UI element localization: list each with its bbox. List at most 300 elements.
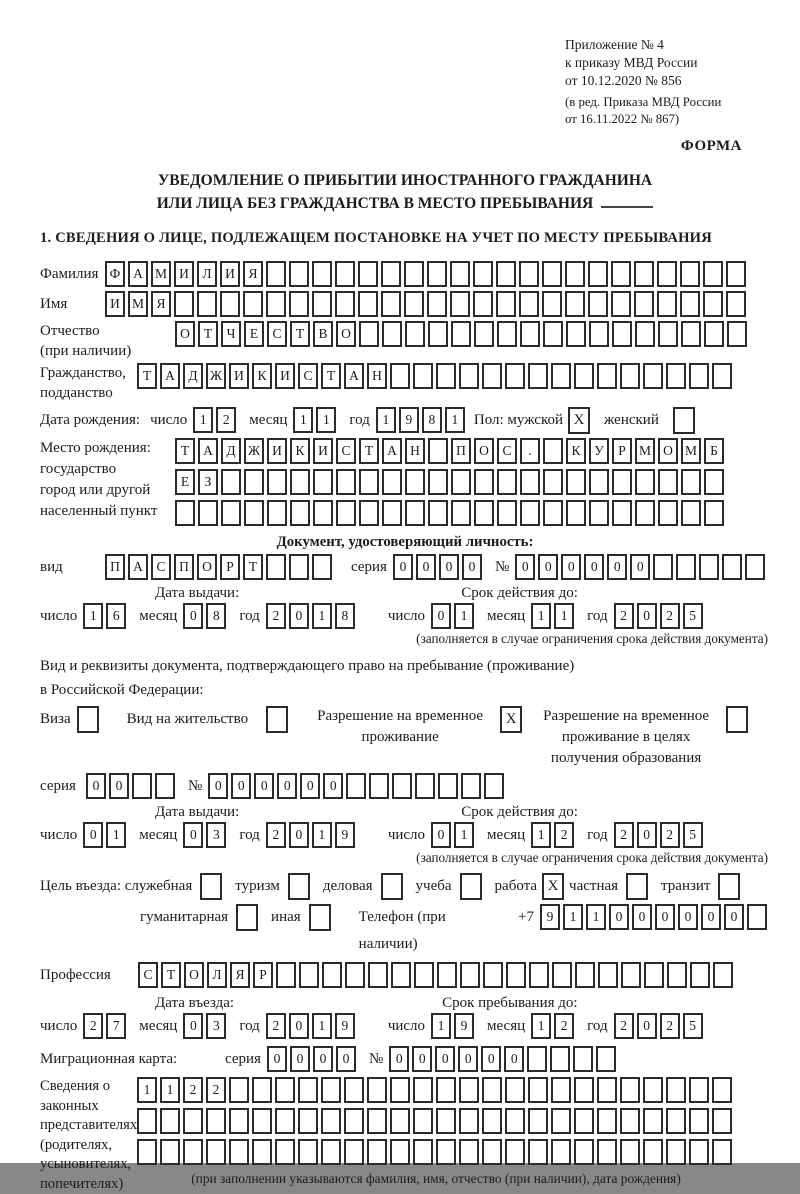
char-box[interactable]: [589, 321, 609, 347]
char-box[interactable]: [620, 363, 640, 389]
char-box[interactable]: [505, 1139, 525, 1165]
char-box[interactable]: [229, 1077, 249, 1103]
char-box[interactable]: 2: [554, 822, 574, 848]
char-box[interactable]: 1: [531, 603, 551, 629]
char-box[interactable]: 0: [637, 1013, 657, 1039]
char-box[interactable]: [390, 1077, 410, 1103]
char-box[interactable]: 0: [637, 822, 657, 848]
char-box[interactable]: [611, 291, 631, 317]
char-box[interactable]: [244, 469, 264, 495]
char-box[interactable]: 0: [290, 1046, 310, 1072]
char-box[interactable]: [436, 1139, 456, 1165]
char-box[interactable]: Л: [207, 962, 227, 988]
char-box[interactable]: 2: [614, 822, 634, 848]
char-box[interactable]: [529, 962, 549, 988]
char-box[interactable]: [497, 500, 517, 526]
char-box[interactable]: [635, 469, 655, 495]
char-box[interactable]: А: [160, 363, 180, 389]
char-box[interactable]: [460, 962, 480, 988]
char-box[interactable]: 0: [267, 1046, 287, 1072]
char-box[interactable]: С: [336, 438, 356, 464]
char-box[interactable]: И: [105, 291, 125, 317]
char-box[interactable]: Е: [244, 321, 264, 347]
char-box[interactable]: Т: [359, 438, 379, 464]
char-box[interactable]: [520, 469, 540, 495]
char-box[interactable]: [298, 1139, 318, 1165]
char-box[interactable]: 0: [393, 554, 413, 580]
char-box[interactable]: [336, 469, 356, 495]
char-box[interactable]: [574, 1139, 594, 1165]
char-box[interactable]: Т: [175, 438, 195, 464]
char-box[interactable]: [551, 363, 571, 389]
char-box[interactable]: 0: [724, 904, 744, 930]
char-box[interactable]: О: [184, 962, 204, 988]
char-box[interactable]: О: [658, 438, 678, 464]
char-box[interactable]: А: [382, 438, 402, 464]
char-box[interactable]: 8: [422, 407, 442, 433]
char-box[interactable]: 5: [683, 1013, 703, 1039]
char-box[interactable]: 8: [335, 603, 355, 629]
char-box[interactable]: [252, 1139, 272, 1165]
char-box[interactable]: [505, 363, 525, 389]
char-box[interactable]: 2: [266, 822, 286, 848]
char-box[interactable]: [381, 291, 401, 317]
char-box[interactable]: 1: [563, 904, 583, 930]
char-box[interactable]: [680, 291, 700, 317]
char-box[interactable]: [459, 1077, 479, 1103]
char-box[interactable]: [312, 291, 332, 317]
char-box[interactable]: К: [290, 438, 310, 464]
char-box[interactable]: 0: [277, 773, 297, 799]
char-box[interactable]: [543, 321, 563, 347]
char-box[interactable]: [289, 554, 309, 580]
char-box[interactable]: Ч: [221, 321, 241, 347]
char-box[interactable]: [427, 291, 447, 317]
char-box[interactable]: [505, 1108, 525, 1134]
char-box[interactable]: [391, 962, 411, 988]
char-box[interactable]: 1: [193, 407, 213, 433]
char-box[interactable]: А: [344, 363, 364, 389]
char-box[interactable]: [543, 469, 563, 495]
char-box[interactable]: [703, 261, 723, 287]
char-box[interactable]: [666, 1139, 686, 1165]
char-box[interactable]: [575, 962, 595, 988]
char-box[interactable]: Т: [198, 321, 218, 347]
char-box[interactable]: [657, 291, 677, 317]
char-box[interactable]: [552, 962, 572, 988]
char-box[interactable]: [229, 1139, 249, 1165]
char-box[interactable]: [681, 500, 701, 526]
char-box[interactable]: И: [174, 261, 194, 287]
char-box[interactable]: [704, 469, 724, 495]
char-box[interactable]: [244, 500, 264, 526]
char-box[interactable]: [275, 1108, 295, 1134]
char-box[interactable]: [367, 1108, 387, 1134]
char-box[interactable]: [155, 773, 175, 799]
char-box[interactable]: 0: [289, 603, 309, 629]
char-box[interactable]: 0: [313, 1046, 333, 1072]
char-box[interactable]: [322, 962, 342, 988]
char-box[interactable]: А: [128, 261, 148, 287]
char-box[interactable]: [451, 321, 471, 347]
char-box[interactable]: 0: [431, 603, 451, 629]
char-box[interactable]: 1: [586, 904, 606, 930]
char-box[interactable]: [459, 363, 479, 389]
char-box[interactable]: [346, 773, 366, 799]
char-box[interactable]: [573, 1046, 593, 1072]
char-box[interactable]: [722, 554, 742, 580]
char-box[interactable]: [313, 469, 333, 495]
char-box[interactable]: П: [451, 438, 471, 464]
char-box[interactable]: [745, 554, 765, 580]
char-box[interactable]: Т: [137, 363, 157, 389]
char-box[interactable]: 9: [335, 1013, 355, 1039]
char-box[interactable]: [704, 500, 724, 526]
char-box[interactable]: [712, 1108, 732, 1134]
char-box[interactable]: [437, 962, 457, 988]
char-box[interactable]: [473, 291, 493, 317]
char-box[interactable]: [290, 500, 310, 526]
char-box[interactable]: Ж: [244, 438, 264, 464]
char-box[interactable]: [497, 321, 517, 347]
char-box[interactable]: [267, 469, 287, 495]
char-box[interactable]: [667, 962, 687, 988]
temp-permit-checkbox[interactable]: X: [500, 706, 522, 733]
char-box[interactable]: [436, 363, 456, 389]
char-box[interactable]: [588, 291, 608, 317]
char-box[interactable]: [712, 1077, 732, 1103]
char-box[interactable]: [634, 291, 654, 317]
char-box[interactable]: [635, 321, 655, 347]
char-box[interactable]: [174, 291, 194, 317]
purpose-study-checkbox[interactable]: [460, 873, 482, 900]
char-box[interactable]: [528, 363, 548, 389]
char-box[interactable]: 0: [458, 1046, 478, 1072]
edu-permit-checkbox[interactable]: [726, 706, 748, 733]
char-box[interactable]: [543, 438, 563, 464]
char-box[interactable]: 0: [701, 904, 721, 930]
purpose-transit-checkbox[interactable]: [718, 873, 740, 900]
char-box[interactable]: М: [635, 438, 655, 464]
char-box[interactable]: [175, 500, 195, 526]
char-box[interactable]: [482, 1077, 502, 1103]
sex-female-checkbox[interactable]: [673, 407, 695, 434]
char-box[interactable]: [428, 469, 448, 495]
char-box[interactable]: [367, 1139, 387, 1165]
char-box[interactable]: [528, 1077, 548, 1103]
char-box[interactable]: 9: [399, 407, 419, 433]
char-box[interactable]: [506, 962, 526, 988]
char-box[interactable]: 2: [660, 603, 680, 629]
char-box[interactable]: Р: [612, 438, 632, 464]
char-box[interactable]: [597, 1108, 617, 1134]
char-box[interactable]: [551, 1108, 571, 1134]
char-box[interactable]: К: [252, 363, 272, 389]
char-box[interactable]: 2: [614, 1013, 634, 1039]
char-box[interactable]: [551, 1139, 571, 1165]
char-box[interactable]: [276, 962, 296, 988]
char-box[interactable]: [312, 261, 332, 287]
char-box[interactable]: 6: [106, 603, 126, 629]
char-box[interactable]: Б: [704, 438, 724, 464]
char-box[interactable]: [414, 962, 434, 988]
char-box[interactable]: [689, 363, 709, 389]
purpose-humanitarian-checkbox[interactable]: [236, 904, 258, 931]
char-box[interactable]: И: [267, 438, 287, 464]
char-box[interactable]: [565, 291, 585, 317]
char-box[interactable]: [405, 500, 425, 526]
char-box[interactable]: [473, 261, 493, 287]
char-box[interactable]: [252, 1108, 272, 1134]
char-box[interactable]: И: [313, 438, 333, 464]
char-box[interactable]: [436, 1108, 456, 1134]
char-box[interactable]: [612, 500, 632, 526]
char-box[interactable]: 3: [206, 822, 226, 848]
char-box[interactable]: [482, 1139, 502, 1165]
char-box[interactable]: 2: [83, 1013, 103, 1039]
char-box[interactable]: [266, 291, 286, 317]
char-box[interactable]: [137, 1108, 157, 1134]
char-box[interactable]: [428, 500, 448, 526]
char-box[interactable]: 0: [515, 554, 535, 580]
char-box[interactable]: О: [197, 554, 217, 580]
char-box[interactable]: 0: [323, 773, 343, 799]
char-box[interactable]: [620, 1139, 640, 1165]
char-box[interactable]: О: [474, 438, 494, 464]
char-box[interactable]: 0: [289, 822, 309, 848]
char-box[interactable]: [474, 321, 494, 347]
char-box[interactable]: 0: [412, 1046, 432, 1072]
char-box[interactable]: 1: [531, 1013, 551, 1039]
char-box[interactable]: 0: [632, 904, 652, 930]
char-box[interactable]: [335, 291, 355, 317]
char-box[interactable]: М: [128, 291, 148, 317]
char-box[interactable]: З: [198, 469, 218, 495]
char-box[interactable]: [344, 1108, 364, 1134]
char-box[interactable]: 1: [431, 1013, 451, 1039]
char-box[interactable]: 2: [614, 603, 634, 629]
purpose-business-checkbox[interactable]: [381, 873, 403, 900]
char-box[interactable]: 1: [316, 407, 336, 433]
char-box[interactable]: [358, 261, 378, 287]
char-box[interactable]: [703, 291, 723, 317]
char-box[interactable]: [566, 321, 586, 347]
char-box[interactable]: [588, 261, 608, 287]
char-box[interactable]: 2: [266, 1013, 286, 1039]
char-box[interactable]: [621, 962, 641, 988]
char-box[interactable]: [413, 363, 433, 389]
char-box[interactable]: 2: [660, 822, 680, 848]
char-box[interactable]: Е: [175, 469, 195, 495]
char-box[interactable]: [483, 962, 503, 988]
char-box[interactable]: 5: [683, 822, 703, 848]
char-box[interactable]: [405, 321, 425, 347]
char-box[interactable]: [413, 1077, 433, 1103]
char-box[interactable]: [689, 1139, 709, 1165]
purpose-tourism-checkbox[interactable]: [288, 873, 310, 900]
char-box[interactable]: [598, 962, 618, 988]
char-box[interactable]: [289, 261, 309, 287]
char-box[interactable]: М: [681, 438, 701, 464]
char-box[interactable]: К: [566, 438, 586, 464]
char-box[interactable]: 1: [454, 822, 474, 848]
char-box[interactable]: [657, 261, 677, 287]
char-box[interactable]: [666, 1077, 686, 1103]
char-box[interactable]: [381, 261, 401, 287]
char-box[interactable]: [643, 1077, 663, 1103]
char-box[interactable]: С: [138, 962, 158, 988]
char-box[interactable]: 0: [83, 822, 103, 848]
char-box[interactable]: [658, 469, 678, 495]
char-box[interactable]: [450, 261, 470, 287]
char-box[interactable]: 0: [462, 554, 482, 580]
char-box[interactable]: [566, 469, 586, 495]
char-box[interactable]: [681, 321, 701, 347]
char-box[interactable]: [243, 291, 263, 317]
char-box[interactable]: [666, 363, 686, 389]
char-box[interactable]: [415, 773, 435, 799]
char-box[interactable]: Т: [290, 321, 310, 347]
char-box[interactable]: [313, 500, 333, 526]
char-box[interactable]: [438, 773, 458, 799]
char-box[interactable]: [221, 500, 241, 526]
char-box[interactable]: [550, 1046, 570, 1072]
char-box[interactable]: [359, 469, 379, 495]
char-box[interactable]: [574, 363, 594, 389]
char-box[interactable]: 2: [660, 1013, 680, 1039]
char-box[interactable]: [484, 773, 504, 799]
char-box[interactable]: .: [520, 438, 540, 464]
char-box[interactable]: [132, 773, 152, 799]
sex-male-checkbox[interactable]: X: [568, 407, 590, 434]
char-box[interactable]: [220, 291, 240, 317]
char-box[interactable]: 0: [607, 554, 627, 580]
char-box[interactable]: 1: [445, 407, 465, 433]
char-box[interactable]: [597, 1077, 617, 1103]
char-box[interactable]: 1: [531, 822, 551, 848]
char-box[interactable]: [359, 500, 379, 526]
char-box[interactable]: [461, 773, 481, 799]
char-box[interactable]: [690, 962, 710, 988]
char-box[interactable]: [275, 1077, 295, 1103]
char-box[interactable]: [574, 1108, 594, 1134]
char-box[interactable]: [206, 1139, 226, 1165]
char-box[interactable]: [589, 469, 609, 495]
char-box[interactable]: 0: [637, 603, 657, 629]
char-box[interactable]: [713, 962, 733, 988]
char-box[interactable]: [689, 1077, 709, 1103]
purpose-work-checkbox[interactable]: X: [542, 873, 564, 900]
char-box[interactable]: [266, 554, 286, 580]
char-box[interactable]: [505, 1077, 525, 1103]
char-box[interactable]: [520, 321, 540, 347]
char-box[interactable]: [321, 1108, 341, 1134]
char-box[interactable]: [542, 291, 562, 317]
char-box[interactable]: [566, 500, 586, 526]
char-box[interactable]: [474, 500, 494, 526]
char-box[interactable]: [183, 1108, 203, 1134]
char-box[interactable]: 1: [554, 603, 574, 629]
char-box[interactable]: [390, 1108, 410, 1134]
char-box[interactable]: И: [275, 363, 295, 389]
char-box[interactable]: [369, 773, 389, 799]
char-box[interactable]: [298, 1108, 318, 1134]
char-box[interactable]: 0: [208, 773, 228, 799]
char-box[interactable]: М: [151, 261, 171, 287]
char-box[interactable]: [589, 500, 609, 526]
char-box[interactable]: 1: [312, 1013, 332, 1039]
char-box[interactable]: [183, 1139, 203, 1165]
char-box[interactable]: [267, 500, 287, 526]
char-box[interactable]: Я: [243, 261, 263, 287]
char-box[interactable]: [436, 1077, 456, 1103]
char-box[interactable]: У: [589, 438, 609, 464]
char-box[interactable]: [658, 500, 678, 526]
char-box[interactable]: [336, 500, 356, 526]
char-box[interactable]: [497, 469, 517, 495]
char-box[interactable]: [482, 1108, 502, 1134]
char-box[interactable]: [727, 321, 747, 347]
char-box[interactable]: [644, 962, 664, 988]
char-box[interactable]: [368, 962, 388, 988]
char-box[interactable]: Р: [253, 962, 273, 988]
purpose-official-checkbox[interactable]: [200, 873, 222, 900]
char-box[interactable]: [359, 321, 379, 347]
char-box[interactable]: 0: [86, 773, 106, 799]
char-box[interactable]: [450, 291, 470, 317]
char-box[interactable]: [289, 291, 309, 317]
char-box[interactable]: [528, 1139, 548, 1165]
char-box[interactable]: [390, 363, 410, 389]
residence-permit-checkbox[interactable]: [266, 706, 288, 733]
char-box[interactable]: [312, 554, 332, 580]
char-box[interactable]: [404, 261, 424, 287]
char-box[interactable]: [427, 261, 447, 287]
char-box[interactable]: [689, 1108, 709, 1134]
char-box[interactable]: [160, 1108, 180, 1134]
char-box[interactable]: [597, 363, 617, 389]
char-box[interactable]: 9: [540, 904, 560, 930]
char-box[interactable]: [726, 261, 746, 287]
char-box[interactable]: [206, 1108, 226, 1134]
char-box[interactable]: [597, 1139, 617, 1165]
char-box[interactable]: И: [229, 363, 249, 389]
char-box[interactable]: 0: [504, 1046, 524, 1072]
char-box[interactable]: С: [267, 321, 287, 347]
char-box[interactable]: 1: [454, 603, 474, 629]
char-box[interactable]: [405, 469, 425, 495]
char-box[interactable]: [404, 291, 424, 317]
char-box[interactable]: [344, 1139, 364, 1165]
char-box[interactable]: [519, 261, 539, 287]
char-box[interactable]: [712, 1139, 732, 1165]
char-box[interactable]: [358, 291, 378, 317]
char-box[interactable]: [699, 554, 719, 580]
char-box[interactable]: [612, 321, 632, 347]
char-box[interactable]: Д: [183, 363, 203, 389]
char-box[interactable]: С: [497, 438, 517, 464]
char-box[interactable]: [496, 291, 516, 317]
char-box[interactable]: А: [198, 438, 218, 464]
char-box[interactable]: [390, 1139, 410, 1165]
char-box[interactable]: [413, 1139, 433, 1165]
char-box[interactable]: Р: [220, 554, 240, 580]
char-box[interactable]: 7: [106, 1013, 126, 1039]
char-box[interactable]: [643, 1139, 663, 1165]
char-box[interactable]: Я: [230, 962, 250, 988]
char-box[interactable]: [643, 1108, 663, 1134]
char-box[interactable]: [459, 1108, 479, 1134]
